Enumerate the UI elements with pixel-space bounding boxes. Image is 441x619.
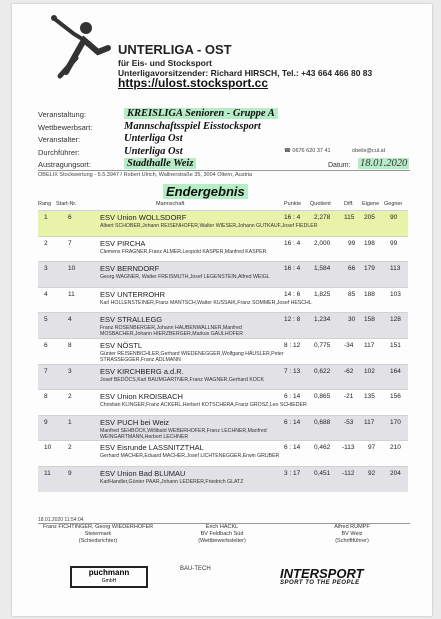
email-address: obelix@cul.at [352,147,386,154]
software-footline [38,170,410,178]
start-cell: 9 [68,469,72,477]
punkte-cell: 8 : 12 [284,341,301,349]
members-cell: Gerhard MACHER,Eduard MACHER,Josef LICHTENEGGER,Erwin GRUBER [100,453,280,460]
punkte-cell: 12 : 8 [284,316,301,324]
gegner-cell: 151 [390,341,401,349]
members-cell: Manfred SEHBÖCK,Willibald WEBERHOFER,Franz LECHNER,Manfred WEINGARTMANN,Herbert LECHNER [100,427,267,440]
quotient-cell: 1,825 [314,290,331,298]
sponsor-intersport-logo: INTERSPORT [280,566,364,581]
info-austragungsort [38,158,430,171]
veranstaltung-value: KREISLIGA Senioren - Gruppe A [124,108,278,119]
rang-cell: 8 [44,393,48,401]
signature-competition-lead [172,524,272,545]
league-url-link[interactable]: https://ulost.stocksport.cc [118,76,269,90]
quotient-cell: 0,865 [314,393,331,401]
start-cell: 4 [68,316,72,324]
diff-cell: -113 [342,444,355,452]
col-rang: Rang [38,201,52,207]
eigene-cell: 179 [364,265,375,273]
team-cell: ESV Union KROISBACH [100,392,183,402]
rang-cell: 10 [44,444,52,452]
info-durchfuehrer [38,146,430,159]
members-cell: Clemens FRAGNER,Franz ALMER,Leopold KASPER,Manfred KASPER [100,248,267,255]
table-row [38,287,408,313]
gegner-cell: 99 [390,239,398,247]
col-mannschaft: Mannschaft [156,201,185,207]
table-row [38,389,408,415]
col-startnr: Start-Nr. [56,201,77,207]
team-cell: ESV Union Bad BLUMAU [100,468,186,478]
wettbewerbsart-value: Mannschaftsspiel Eisstocksport [124,120,261,132]
punkte-cell: 6 : 14 [284,418,301,426]
quotient-cell: 2,278 [314,214,331,221]
eigene-cell: 117 [364,418,375,426]
rang-cell: 2 [44,239,48,247]
print-timestamp: 18.01.2020 11:54:04 [38,517,84,523]
info-wettbewerbsart [38,121,430,134]
start-cell: 11 [68,290,75,298]
members-cell: Günter REISENBICHLER,Gerhard WIEDENEGGER,Wolfgang HÄUSLER,Peter STRASSEGGER,Franz ADLMANN [100,350,284,363]
punkte-cell: 16 : 4 [284,214,301,221]
rang-cell: 7 [44,367,48,375]
table-row [38,466,408,492]
eigene-cell: 92 [368,469,376,477]
start-cell: 3 [68,367,72,375]
gegner-cell: 204 [390,469,401,477]
team-cell: ESV BERNDORF [100,264,160,274]
secretary-name: Alfred RUMPF [334,524,370,530]
eigene-cell: 135 [364,393,375,401]
members-cell: Franz ROSENBERGER,Johann HAUBENWALLNER,Manfred MOSBACHER,Johann HIERZBERGER,Markus GAULHOFER [100,325,243,338]
sponsor-puchmann-logo [70,566,148,588]
start-cell: 2 [68,444,72,452]
team-cell: ESV Eisrunde LASSNITZTHAL [100,443,204,453]
referee-name: Franz FICHTINGER, Georg WIEDERHOFER [42,524,154,530]
eigene-cell: 205 [364,214,375,221]
sponsor-puchmann-name: puchmann [88,568,130,577]
rang-cell: 6 [44,341,48,349]
col-diff: Diff. [344,201,354,207]
endergebnis-heading: Endergebnis [163,184,248,199]
eigene-cell: 198 [364,239,375,247]
table-row [38,338,408,364]
rang-cell: 4 [44,290,48,298]
sponsor-puchmann-sub: GmbH [101,578,117,584]
eigene-cell: 188 [364,290,375,298]
table-row [38,261,408,287]
quotient-cell: 0,451 [314,469,331,477]
veranstalter-label: Veranstalter: [38,135,81,144]
members-cell: Albert SCHOBER,Johann REISENHOFER,Walter WIESER,Johann GUTKAUF,Josef FIEDLER [100,223,318,229]
col-quotient: Quotient [310,201,331,207]
result-sheet [12,4,432,616]
info-veranstaltung [38,108,430,121]
rang-cell: 1 [44,214,48,221]
league-title: UNTERLIGA - OST [118,42,232,57]
table-row [38,364,408,390]
lead-org: BV Feldbach Süd [200,531,244,537]
diff-cell: 85 [348,290,356,298]
diff-cell: 66 [348,265,356,273]
diff-cell: 99 [348,239,356,247]
veranstalter-value: Unterliga Ost [124,133,183,144]
col-eigene: Eigene [362,201,380,207]
team-cell: ESV Union WOLLSDORF [100,213,187,222]
members-cell: Josef BEDÖCS,Karl BAUMGARTNER,Franz WAGNER,Gerhard KOCK [100,376,265,383]
table-row [38,210,408,236]
secretary-role: (Schriftführer) [335,538,369,544]
results-table [38,210,408,492]
datum-value: 18.01.2020 [360,158,408,169]
punkte-cell: 3 : 17 [284,469,301,477]
members-cell: Christian KLINGER,Franz ACKERL,Herbert KOTSCHERA,Franz GROSZ,Leo SCHIEDER [100,402,307,409]
start-cell: 1 [68,418,72,426]
rang-cell: 3 [44,265,48,273]
table-row [38,312,408,338]
team-cell: ESV STRALLEGG [100,315,163,325]
diff-cell: -112 [342,469,355,477]
start-cell: 10 [68,265,76,273]
league-subtitle [118,58,372,78]
software-credit: OBELIX Stockwertung - 5.5.3947 / Robert Ulrich, Wallnerstraße 35, 3004 Oltern, Austria [38,172,253,178]
diff-cell: -62 [344,367,354,375]
gegner-cell: 90 [390,214,398,221]
quotient-cell: 1,584 [314,265,331,273]
event-info [38,108,430,171]
team-cell: ESV PUCH bei Weiz [100,417,170,427]
durchfuehrer-label: Durchführer: [38,147,80,157]
table-row [38,236,408,262]
team-cell: ESV PIRCHA [100,238,146,248]
gegner-cell: 170 [390,418,401,426]
sponsor-bautech-logo: BAU-TECH [180,566,211,572]
secretary-org: BV Weiz [341,531,363,537]
quotient-cell: 0,775 [314,341,331,349]
quotient-cell: 1,234 [314,316,331,324]
punkte-cell: 16 : 4 [284,239,301,247]
gegner-cell: 210 [390,444,401,452]
punkte-cell: 6 : 14 [284,444,301,452]
members-cell: Karl HOLLENSTEINER,Franz MANTSCH,Walter KUSSAIK,Franz SOMMER,Josef HESCHL [100,299,312,306]
referee-org: Steiermark [84,531,112,537]
gegner-cell: 103 [390,290,401,298]
lead-role: (Wettbewerbsleiter) [198,538,246,544]
signature-referee [38,524,158,545]
punkte-cell: 14 : 6 [284,290,301,298]
start-cell: 8 [68,341,72,349]
start-cell: 7 [68,239,72,247]
sponsor-intersport-tagline: SPORT TO THE PEOPLE [280,580,360,586]
diff-cell: -34 [344,341,354,349]
quotient-cell: 0,688 [314,418,331,426]
eigene-cell: 102 [364,367,375,375]
diff-cell: 30 [348,316,356,324]
table-row [38,415,408,441]
signature-secretary [302,524,402,545]
gegner-cell: 128 [390,316,401,324]
team-cell: ESV NÖSTL [100,340,143,350]
table-row [38,440,408,466]
austragungsort-value: Stadthalle Weiz [124,158,196,169]
veranstaltung-label: Veranstaltung: [38,110,86,119]
phone-and-email [284,148,385,154]
curling-player-logo [46,12,116,82]
subtitle-line-2: Unterligavorsitzender: Richard HIRSCH, Tel.: +43 664 466 80 83 [118,68,373,78]
punkte-cell: 7 : 13 [284,367,301,375]
eigene-cell: 97 [368,444,376,452]
col-punkte: Punkte [284,201,302,207]
team-cell: ESV UNTERROHR [100,289,166,299]
lead-name: Erich HACKL [205,524,239,530]
gegner-cell: 164 [390,367,401,375]
datum-label: Datum: [328,162,351,169]
punkte-cell: 16 : 4 [284,265,301,273]
members-cell: KarlHandler,Günter PAAR,Johann LEDERER,Friedrich GLATZ [100,478,244,485]
start-cell: 6 [68,214,72,221]
rang-cell: 11 [44,469,51,477]
subtitle-line-1: für Eis- und Stocksport [118,58,212,68]
punkte-cell: 6 : 14 [284,393,301,401]
quotient-cell: 0,462 [314,444,331,452]
austragungsort-label: Austragungsort: [38,160,91,169]
diff-cell: -53 [344,418,354,426]
eigene-cell: 158 [364,316,375,324]
gegner-cell: 156 [390,393,401,401]
durchfuehrer-value: Unterliga Ost [124,145,183,157]
info-veranstalter [38,133,430,146]
team-cell: ESV KIRCHBERG a.d.R. [100,366,184,376]
diff-cell: -21 [344,393,354,401]
quotient-cell: 2,000 [314,239,331,247]
rang-cell: 9 [44,418,48,426]
col-gegner: Gegner [384,201,403,207]
table-header [38,201,408,209]
gegner-cell: 113 [390,265,401,273]
start-cell: 2 [68,393,72,401]
referee-role: (Schiedsrichter) [78,538,118,544]
rang-cell: 5 [44,316,48,324]
quotient-cell: 0,622 [314,367,331,375]
diff-cell: 115 [344,214,355,221]
members-cell: Georg WAGNER, Walter FREISMUTH,Josef LEGENSTEIN,Alfred WEIGL [100,274,270,281]
eigene-cell: 117 [364,341,375,349]
phone-number: ☎ 0676 620 37 41 [284,147,331,154]
wettbewerbsart-label: Wettbewerbsart: [38,122,93,132]
